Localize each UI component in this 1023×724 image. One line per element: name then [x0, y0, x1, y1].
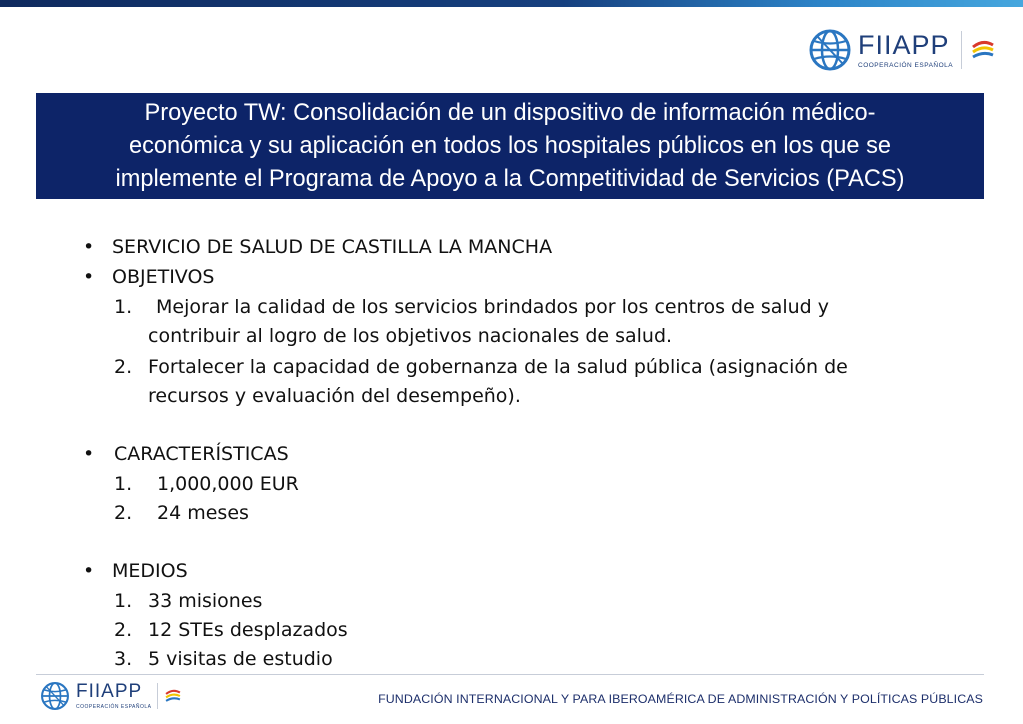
characteristic-budget: 1,000,000 EUR: [157, 473, 299, 495]
footer-organization-name: FUNDACIÓN INTERNACIONAL Y PARA IBEROAMÉRICA DE ADMINISTRACIÓN Y POLÍTICAS PÚBLICAS: [378, 692, 983, 706]
fiiapp-logo-header: [808, 28, 996, 72]
means-number: 3.: [114, 648, 133, 670]
title-line-3: implemente el Programa de Apoyo a la Competitividad de Servicios (PACS): [115, 165, 905, 192]
top-accent-bar: [0, 0, 1023, 7]
bullet-marker: •: [83, 236, 95, 258]
characteristic-number: 1.: [114, 473, 133, 495]
objectives-heading: OBJETIVOS: [112, 266, 215, 288]
cooperacion-espanola-emblem-icon: [164, 687, 182, 705]
title-line-1: Proyecto TW: Consolidación de un dispositivo de información médico-: [144, 99, 876, 126]
objective-number: 2.: [114, 356, 133, 378]
slide-title-banner: [36, 93, 984, 199]
service-heading: SERVICIO DE SALUD DE CASTILLA LA MANCHA: [112, 236, 553, 258]
globe-icon: [40, 681, 70, 711]
characteristic-number: 2.: [114, 502, 133, 524]
footer-divider: [36, 674, 984, 675]
means-stes: 12 STEs desplazados: [148, 619, 348, 641]
brand-subtitle: COOPERACIÓN ESPAÑOLA: [858, 61, 954, 69]
objective-number: 1.: [114, 296, 133, 318]
means-study-visits: 5 visitas de estudio: [148, 648, 333, 670]
title-line-2: económica y su aplicación en todos los hospitales públicos en los que se: [128, 132, 891, 159]
means-heading: MEDIOS: [112, 560, 188, 582]
logo-divider: [157, 683, 158, 709]
objective-2-line-2: recursos y evaluación del desempeño).: [148, 385, 521, 407]
fiiapp-logo-footer: [40, 681, 182, 711]
characteristic-duration: 24 meses: [157, 502, 249, 524]
globe-icon: [808, 28, 852, 72]
bullet-marker: •: [83, 560, 95, 582]
means-missions: 33 misiones: [148, 590, 263, 612]
objective-1-line-2: contribuir al logro de los objetivos nacionales de salud.: [148, 325, 673, 347]
cooperacion-espanola-emblem-icon: [970, 37, 996, 63]
objective-2-line-1: Fortalecer la capacidad de gobernanza de la salud pública (asignación de: [148, 356, 848, 378]
brand-name: FIIAPP: [858, 29, 950, 60]
means-number: 1.: [114, 590, 133, 612]
bullet-marker: •: [83, 266, 95, 288]
objective-1-line-1: Mejorar la calidad de los servicios brindados por los centros de salud y: [156, 296, 830, 318]
means-number: 2.: [114, 619, 133, 641]
brand-name: FIIAPP: [76, 681, 143, 702]
logo-divider: [961, 31, 962, 69]
brand-subtitle: COOPERACIÓN ESPAÑOLA: [76, 704, 152, 710]
bullet-marker: •: [83, 443, 95, 465]
characteristics-heading: CARACTERÍSTICAS: [114, 443, 289, 465]
slide-title: [115, 97, 904, 196]
